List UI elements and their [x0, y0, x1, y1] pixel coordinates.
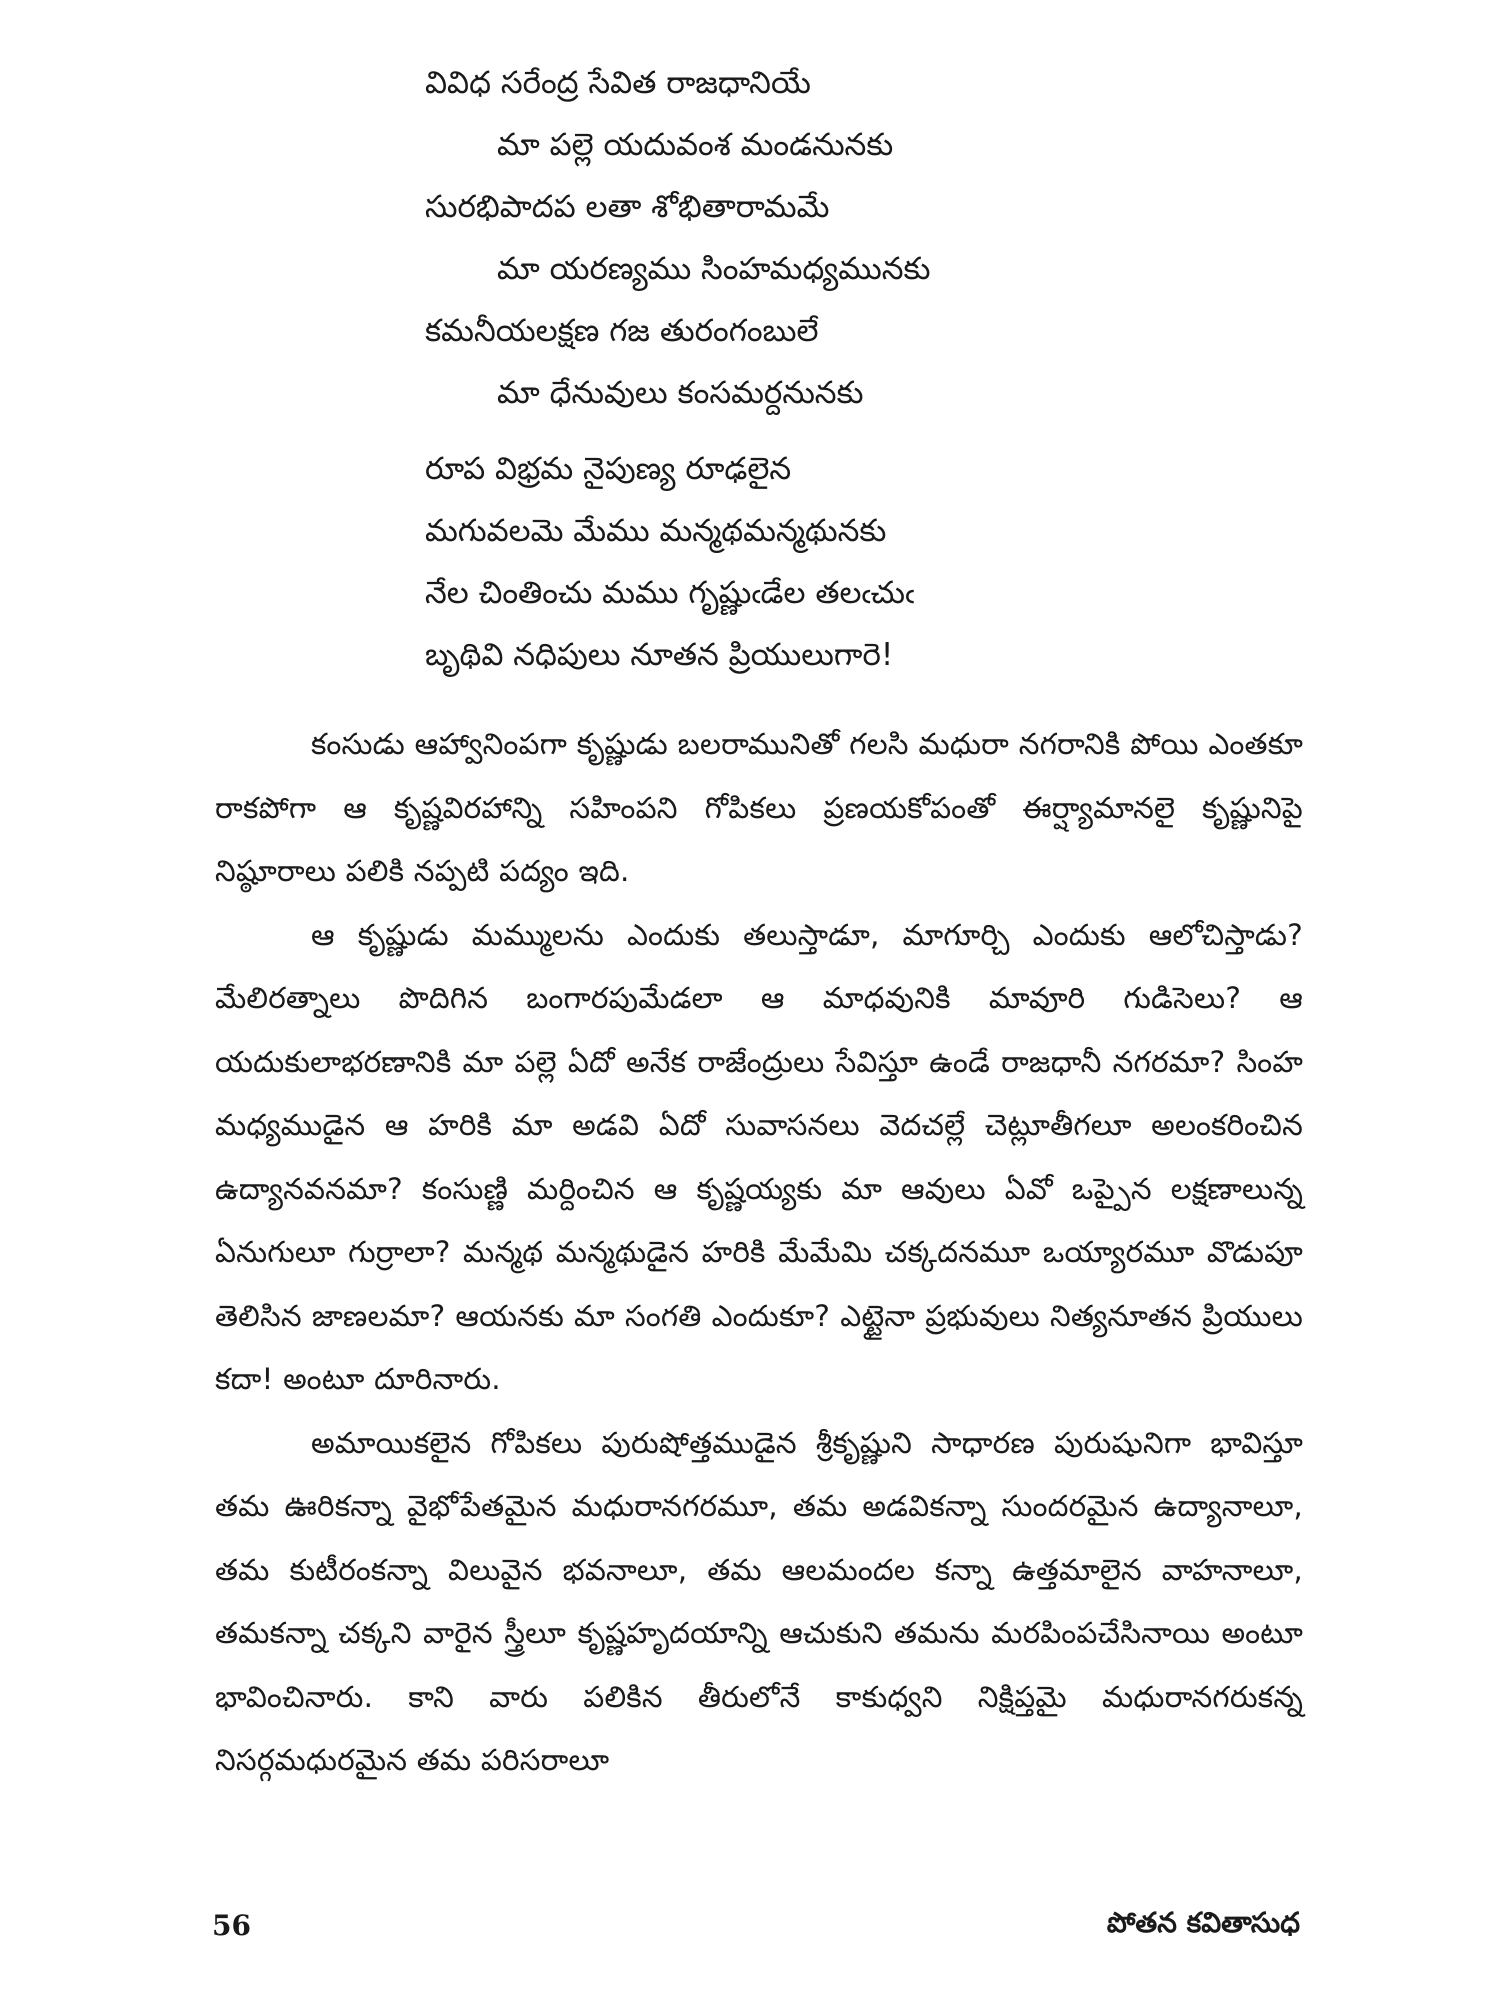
poem-line: నేల చింతించు మము గృష్ణుఁడేల తలఁచుఁ [425, 575, 915, 611]
poem-verse [425, 52, 1425, 686]
page-number: 56 [212, 1909, 251, 1942]
paragraph: కంసుడు ఆహ్వానింపగా కృష్ణుడు బలరామునితో గలసి మధురా నగరానికి పోయి ఎంతకూ రాకపోగా ఆ కృష్ణవిరహాన్ని సహింపని గోపికలు ప్రణయకోపంతో ఈర్ష్యామానలై కృష్ణునిపై నిష్ఠూరాలు పలికి నప్పటి పద్యం ఇది. [215, 727, 1303, 888]
running-footer-title: పోతన కవితాసుధ [1106, 1906, 1300, 1939]
paragraph: ఆ కృష్ణుడు మమ్ములను ఎందుకు తలుస్తాడూ, మాగూర్చి ఎందుకు ఆలోచిస్తాడు? మేలిరత్నాలు పొదిగిన బంగారపుమేడలా ఆ మాధవునికి మావూరి గుడిసెలు? ఆ యదుకులాభరణానికి మా పల్లె ఏదో అనేక రాజేంద్రులు సేవిస్తూ ఉండే రాజధానీ నగరమా? సింహ మధ్యముడైన ఆ హరికి మా అడవి ఏదో సువాసనలు వెదచల్లే చెట్లూతీగలూ అలంకరించిన ఉద్యానవనమా? కంసుణ్ణి మర్దించిన ఆ కృష్ణయ్యకు మా ఆవులు ఏవో ఒప్పైన లక్షణాలున్న ఏనుగులూ గుర్రాలా? మన్మథ మన్మథుడైన హరికి మేమేమి చక్కదనమూ ఒయ్యారమూ వొడుపూ తెలిసిన జాణలమా? ఆయనకు మా సంగతి ఎందుకూ? ఎట్టైనా ప్రభువులు నిత్యనూతన ప్రియులు కదా! అంటూ దూరినారు. [215, 917, 1303, 1396]
poem-line: మా పల్లె యదువంశ మండనునకు [497, 127, 894, 163]
commentary-text [215, 713, 1303, 1793]
poem-line: మా ధేనువులు కంసమర్దనునకు [497, 375, 864, 411]
poem-line: మా యరణ్యము సింహమధ్యమునకు [497, 251, 931, 287]
poem-line: సురభిపాదప లతా శోభితారామమే [425, 189, 830, 225]
poem-line: మగువలమె మేము మన్మథమన్మథునకు [425, 513, 887, 549]
poem-line: వివిధ సరేంద్ర సేవిత రాజధానియే [425, 65, 811, 101]
stanza-gap [425, 424, 1425, 438]
poem-line: బృథివి నధిపులు నూతన ప్రియులుగారె! [425, 637, 894, 673]
paragraph: అమాయికలైన గోపికలు పురుషోత్తముడైన శ్రీకృష్ణుని సాధారణ పురుషునిగా భావిస్తూ తమ ఊరికన్నా వైభోపేతమైన మధురానగరమూ, తమ అడవికన్నా సుందరమైన ఉద్యానాలూ, తమ కుటీరంకన్నా విలువైన భవనాలూ, తమ ఆలమందల కన్నా ఉత్తమాలైన వాహనాలూ, తమకన్నా చక్కని వారైన స్త్రీలూ కృష్ణహృదయాన్ని ఆచుకుని తమను మరపింపచేసినాయి అంటూ భావించినారు. కాని వారు పలికిన తీరులోనే కాకుధ్వని నిక్షిప్తమై మధురానగరుకన్న నిసర్గమధురమైన తమ పరిసరాలూ [215, 1425, 1303, 1777]
poem-line: కమనీయలక్షణ గజ తురంగంబులే [425, 313, 819, 349]
poem-line: రూప విభ్రమ నైపుణ్య రూఢలైన [425, 451, 792, 487]
